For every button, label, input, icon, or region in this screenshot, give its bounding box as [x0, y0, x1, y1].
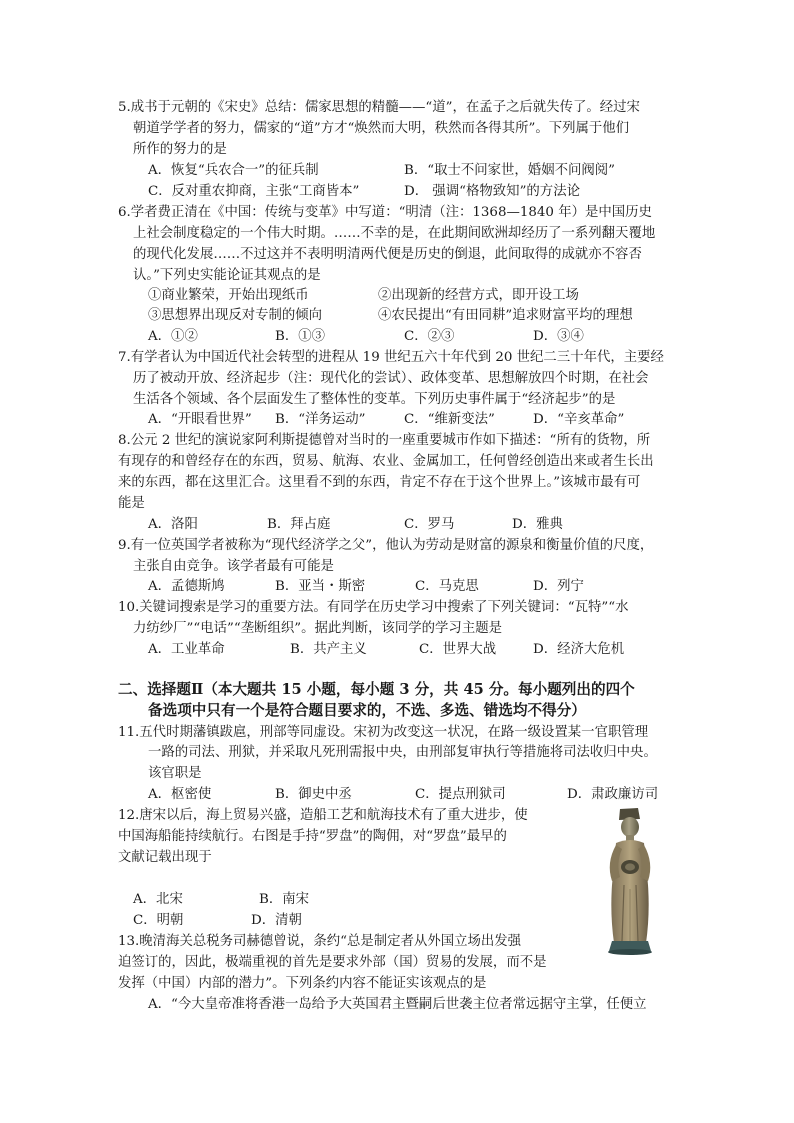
q13-option-a: A．“今大皇帝准将香港一岛给予大英国君主暨嗣后世袭主位者常远据守主掌，任便立	[148, 997, 647, 1012]
q5-option-a: A．恢复“兵农合一”的征兵制	[148, 163, 319, 178]
q6-item-3: ③思想界出现反对专制的倾向	[148, 308, 323, 323]
q5-stem-line-3: 所作的努力的是	[133, 142, 227, 157]
q7-option-b: B．“洋务运动”	[275, 412, 366, 427]
q11-option-b: B．御史中丞	[275, 787, 352, 802]
q6-option-d: D．③④	[533, 329, 584, 344]
q11-option-d: D．肃政廉访司	[567, 787, 659, 802]
pottery-figurine-image	[594, 805, 666, 957]
q11-option-a: A．枢密使	[148, 787, 212, 802]
q11-option-c: C．提点刑狱司	[415, 787, 506, 802]
section-2-heading-line-1: 二、选择题Ⅱ（本大题共 15 小题，每小题 3 分，共 45 分。每小题列出的四个	[118, 681, 635, 698]
q7-option-c: C．“维新变法”	[404, 412, 495, 427]
q10-option-b: B．共产主义	[290, 642, 367, 657]
q10-stem-line-1: 10.关键词搜索是学习的重要方法。有同学在历史学习中搜索了下列关键词：“瓦特”“水	[118, 600, 629, 615]
q9-stem-line-1: 9.有一位英国学者被称为“现代经济学之父”，他认为劳动是财富的源泉和衡量价值的尺度，	[118, 538, 654, 553]
q8-stem-line-2: 有现存的和曾经存在的东西，贸易、航海、农业、金属加工，任何曾经创造出来或者生长出	[118, 454, 654, 469]
q12-stem-line-2: 中国海船能持续航行。右图是手持“罗盘”的陶佣，对“罗盘”最早的	[118, 829, 507, 844]
q6-stem-line-3: 的现代化发展……不过这并不表明明清两代便是历史的倒退，此间取得的成就亦不容否	[133, 247, 642, 262]
q12-stem-line-1: 12.唐宋以后，海上贸易兴盛，造船工艺和航海技术有了重大进步，使	[118, 808, 528, 823]
q9-option-b: B．亚当・斯密	[275, 579, 366, 594]
q7-stem-line-1: 7.有学者认为中国近代社会转型的进程从 19 世纪五六十年代到 20 世纪二三十年代，主要经	[118, 350, 664, 365]
q12-stem-line-3: 文献记载出现于	[118, 850, 212, 865]
q6-option-c: C．②③	[404, 329, 455, 344]
q8-option-d: D．雅典	[512, 517, 563, 532]
q10-stem-line-2: 力纺纱厂”“电话”“垄断组织”。据此判断，该同学的学习主题是	[133, 621, 502, 636]
q8-stem-line-4: 能是	[118, 496, 145, 511]
q12-option-c: C．明朝	[133, 913, 184, 928]
q5-option-b: B．“取士不问家世，婚姻不问阀阅”	[404, 163, 615, 178]
q12-option-d: D．清朝	[251, 913, 302, 928]
q6-item-1: ①商业繁荣，开始出现纸币	[148, 288, 309, 303]
q10-option-c: C．世界大战	[419, 642, 497, 657]
q11-stem-line-3: 该官职是	[148, 766, 202, 781]
q12-option-b: B．南宋	[259, 892, 310, 907]
q6-item-2: ②出现新的经营方式，即开设工场	[378, 288, 579, 303]
q13-stem-line-1: 13.晚清海关总税务司赫德曾说，条约“总是制定者从外国立场出发强	[118, 934, 522, 949]
q6-stem-line-4: 认。”下列史实能论证其观点的是	[133, 268, 321, 283]
q7-option-a: A．“开眼看世界”	[148, 412, 252, 427]
q5-stem-line-1: 5.成书于元朝的《宋史》总结：儒家思想的精髓——“道”，在孟子之后就失传了。经过宋	[118, 100, 640, 115]
q9-stem-line-2: 主张自由竞争。该学者最有可能是	[133, 559, 334, 574]
q5-option-d: D． 强调“格物致知”的方法论	[404, 184, 580, 199]
q7-stem-line-3: 生活各个领域、各个层面发生了整体性的变革。下列历史事件属于“经济起步”的是	[133, 392, 616, 407]
q7-option-d: D．“辛亥革命”	[533, 412, 625, 427]
q8-option-c: C．罗马	[404, 517, 455, 532]
q6-item-4: ④农民提出“有田同耕”追求财富平均的理想	[378, 308, 633, 323]
q8-option-b: B．拜占庭	[267, 517, 331, 532]
q8-stem-line-3: 来的东西，都在这里汇合。这里看不到的东西，肯定不存在于这个世界上。”该城市最有可	[118, 475, 641, 490]
q7-stem-line-2: 历了被动开放、经济起步（注：现代化的尝试）、政体变革、思想解放四个时期，在社会	[133, 371, 649, 386]
q12-option-a: A．北宋	[133, 892, 183, 907]
q10-option-d: D．经济大危机	[533, 642, 625, 657]
section-2-heading-line-2: 备选项中只有一个是符合题目要求的，不选、多选、错选均不得分）	[148, 702, 586, 719]
q5-option-c: C．反对重农抑商，主张“工商皆本”	[148, 184, 360, 199]
q9-option-d: D．列宁	[533, 579, 584, 594]
q13-stem-line-3: 发挥（中国）内部的潜力”。下列条约内容不能证实该观点的是	[118, 976, 487, 991]
q5-stem-line-2: 朝道学学者的努力，儒家的“道”方才“焕然而大明，秩然而各得其所”。下列属于他们	[133, 121, 630, 136]
q6-option-b: B．①③	[275, 329, 326, 344]
q6-stem-line-1: 6.学者费正清在《中国：传统与变革》中写道：“明清（注：1368—1840 年）是中国历史	[118, 205, 652, 220]
q6-option-a: A．①②	[148, 329, 198, 344]
q8-option-a: A．洛阳	[148, 517, 198, 532]
q11-stem-line-2: 一路的司法、刑狱，并采取凡死刑需报中央，由刑部复审执行等措施将司法收归中央。	[148, 745, 657, 760]
q10-option-a: A．工业革命	[148, 642, 225, 657]
q9-option-a: A．孟德斯鸠	[148, 579, 225, 594]
q6-stem-line-2: 上社会制度稳定的一个伟大时期。……不幸的是，在此期间欧洲却经历了一系列翻天覆地	[133, 226, 656, 241]
q11-stem-line-1: 11.五代时期藩镇跋扈，刑部等同虚设。宋初为改变这一状况，在路一级设置某一官职管理	[118, 725, 649, 740]
q13-stem-line-2: 迫签订的，因此，极端重视的首先是要求外部（国）贸易的发展，而不是	[118, 955, 547, 970]
q8-stem-line-1: 8.公元 2 世纪的演说家阿利斯提德曾对当时的一座重要城市作如下描述：“所有的货物，所	[118, 433, 651, 448]
q9-option-c: C．马克思	[415, 579, 479, 594]
